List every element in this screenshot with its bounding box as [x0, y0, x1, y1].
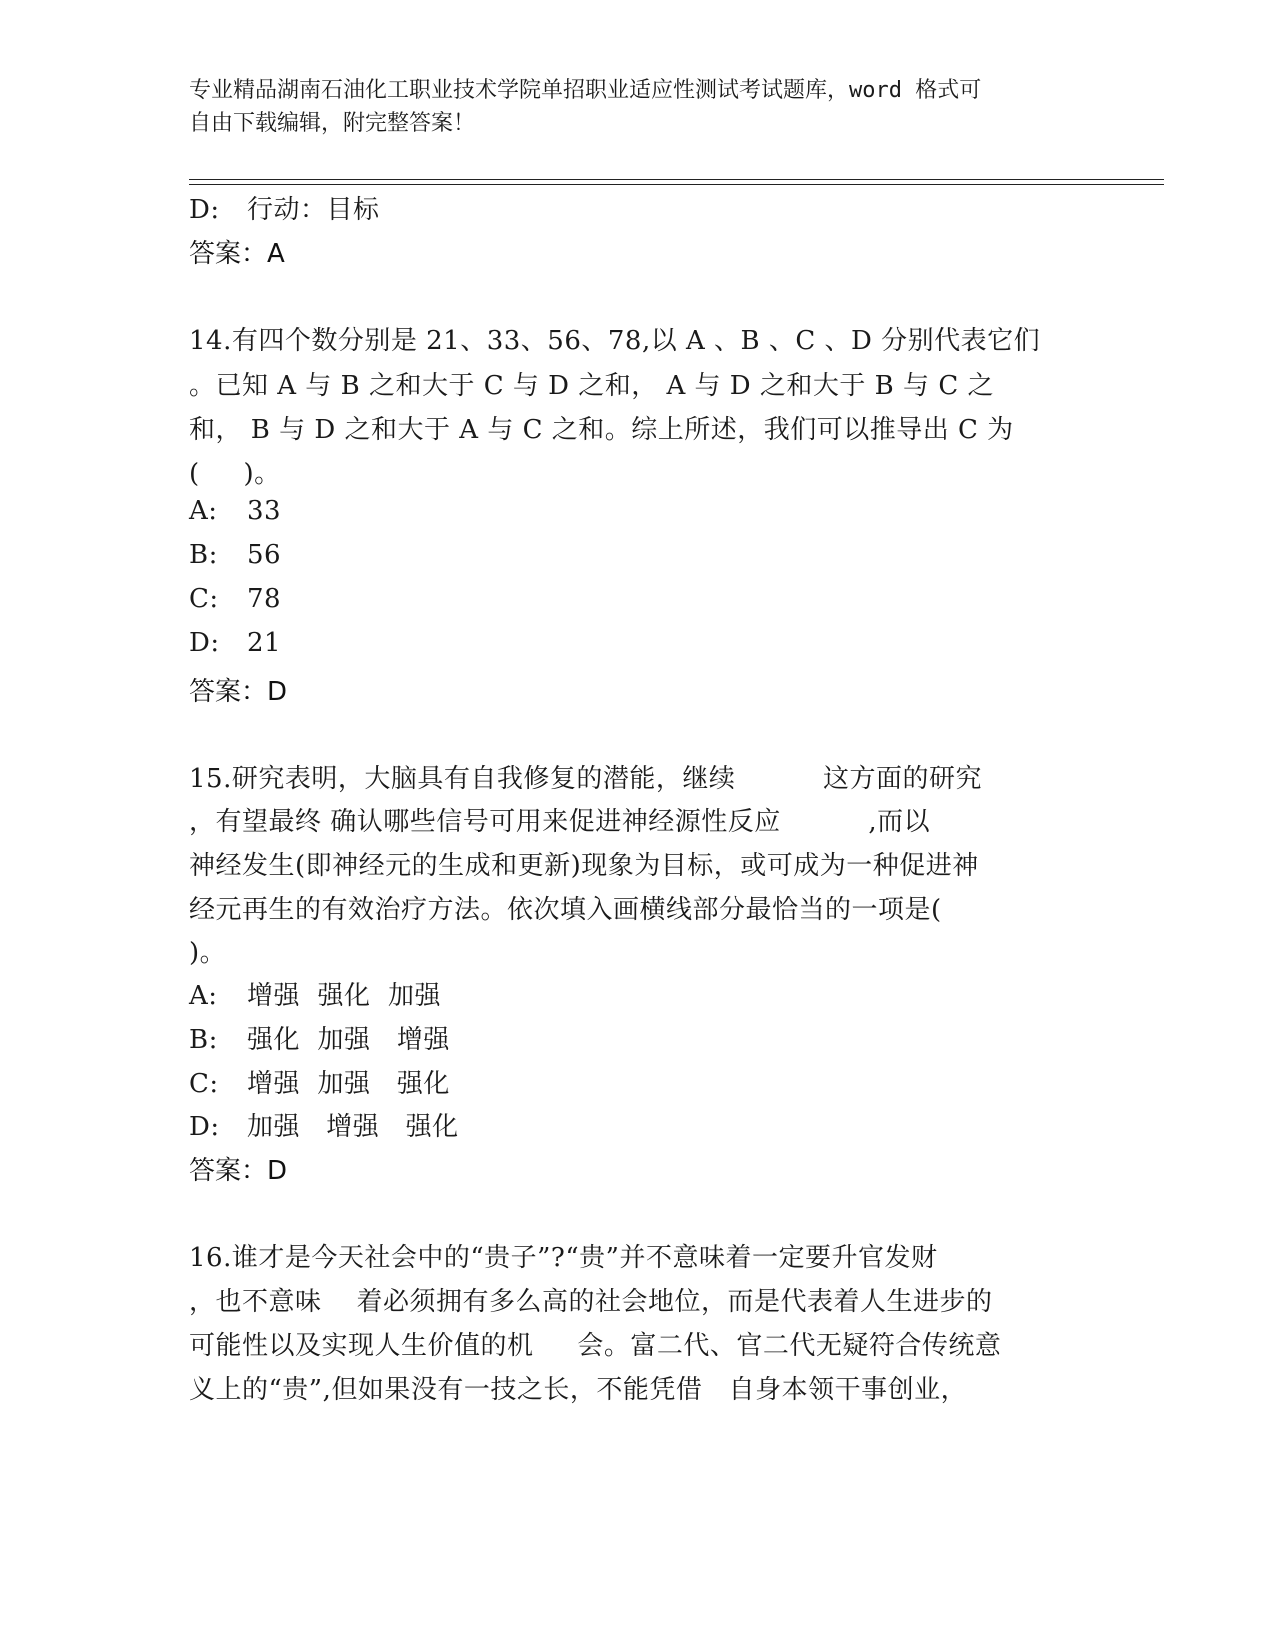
q15-option-b [189, 1019, 450, 1056]
q14-answer: 答案：D [189, 677, 288, 707]
q15-line-5: )。 [189, 938, 227, 968]
q16-line-2: ，也不意味 着必须拥有多么高的社会地位，而是代表着人生进步的 [189, 1287, 993, 1317]
option-key: B: [189, 540, 218, 570]
header-line-2: 自由下载编辑，附完整答案！ [189, 111, 476, 136]
option-text: 78 [247, 584, 282, 614]
q15-option-a [189, 975, 441, 1012]
page-header [189, 74, 1089, 140]
header-line-1: 专业精品湖南石油化工职业技术学院单招职业适应性测试考试题库，word 格式可 [189, 78, 982, 103]
option-text: 21 [247, 628, 282, 658]
q16-line-1: 16.谁才是今天社会中的“贵子”?“贵”并不意味着一定要升官发财 [189, 1243, 938, 1273]
option-text: 增强 加强 强化 [247, 1069, 450, 1099]
q14-line-2: 。已知 A 与 B 之和大于 C 与 D 之和， A 与 D 之和大于 B 与 C 之 [189, 371, 994, 401]
q15-option-d [189, 1106, 459, 1143]
q14-option-c [189, 584, 281, 614]
option-key: C: [189, 1069, 219, 1099]
q14-option-a [189, 496, 281, 526]
prev-option-d [189, 189, 380, 226]
q14-line-3: 和， B 与 D 之和大于 A 与 C 之和。综上所述，我们可以推导出 C 为 [189, 415, 1014, 445]
q15-option-c [189, 1063, 450, 1100]
q16-line-4: 义上的“贵”,但如果没有一技之长，不能凭借 自身本领干事创业， [189, 1375, 968, 1405]
q15-answer: 答案：D [189, 1156, 288, 1186]
option-text: 增强 强化 加强 [247, 981, 442, 1011]
option-text: 33 [247, 496, 282, 526]
q15-line-2: ，有望最终 确认哪些信号可用来促进神经源性反应 ,而以 [189, 807, 931, 837]
q14-option-d [189, 628, 281, 658]
option-key: D: [189, 1112, 220, 1142]
header-rule-bottom [189, 184, 1164, 185]
q15-line-3: 神经发生(即神经元的生成和更新)现象为目标，或可成为一种促进神 [189, 851, 979, 881]
option-key: A: [189, 981, 218, 1011]
prev-answer: 答案：A [189, 239, 285, 269]
option-key: D: [189, 195, 220, 225]
q14-line-4: ( )。 [189, 459, 281, 489]
q16-line-3: 可能性以及实现人生价值的机 会。富二代、官二代无疑符合传统意 [189, 1331, 1002, 1361]
option-text: 强化 加强 增强 [247, 1025, 450, 1055]
option-text: 56 [247, 540, 282, 570]
q14-option-b [189, 540, 281, 570]
header-rule-top [189, 179, 1164, 180]
option-key: A: [189, 496, 218, 526]
q15-line-4: 经元再生的有效治疗方法。依次填入画横线部分最恰当的一项是( [189, 895, 942, 925]
option-key: C: [189, 584, 219, 614]
option-key: B: [189, 1025, 218, 1055]
q14-line-1: 14.有四个数分别是 21、33、56、78,以 A 、B 、C 、D 分别代表它们 [189, 326, 1041, 356]
q15-line-1: 15.研究表明，大脑具有自我修复的潜能，继续 这方面的研究 [189, 764, 982, 794]
option-text: 加强 增强 强化 [247, 1112, 459, 1142]
option-key: D: [189, 628, 220, 658]
option-text: 行动：目标 [247, 195, 380, 225]
